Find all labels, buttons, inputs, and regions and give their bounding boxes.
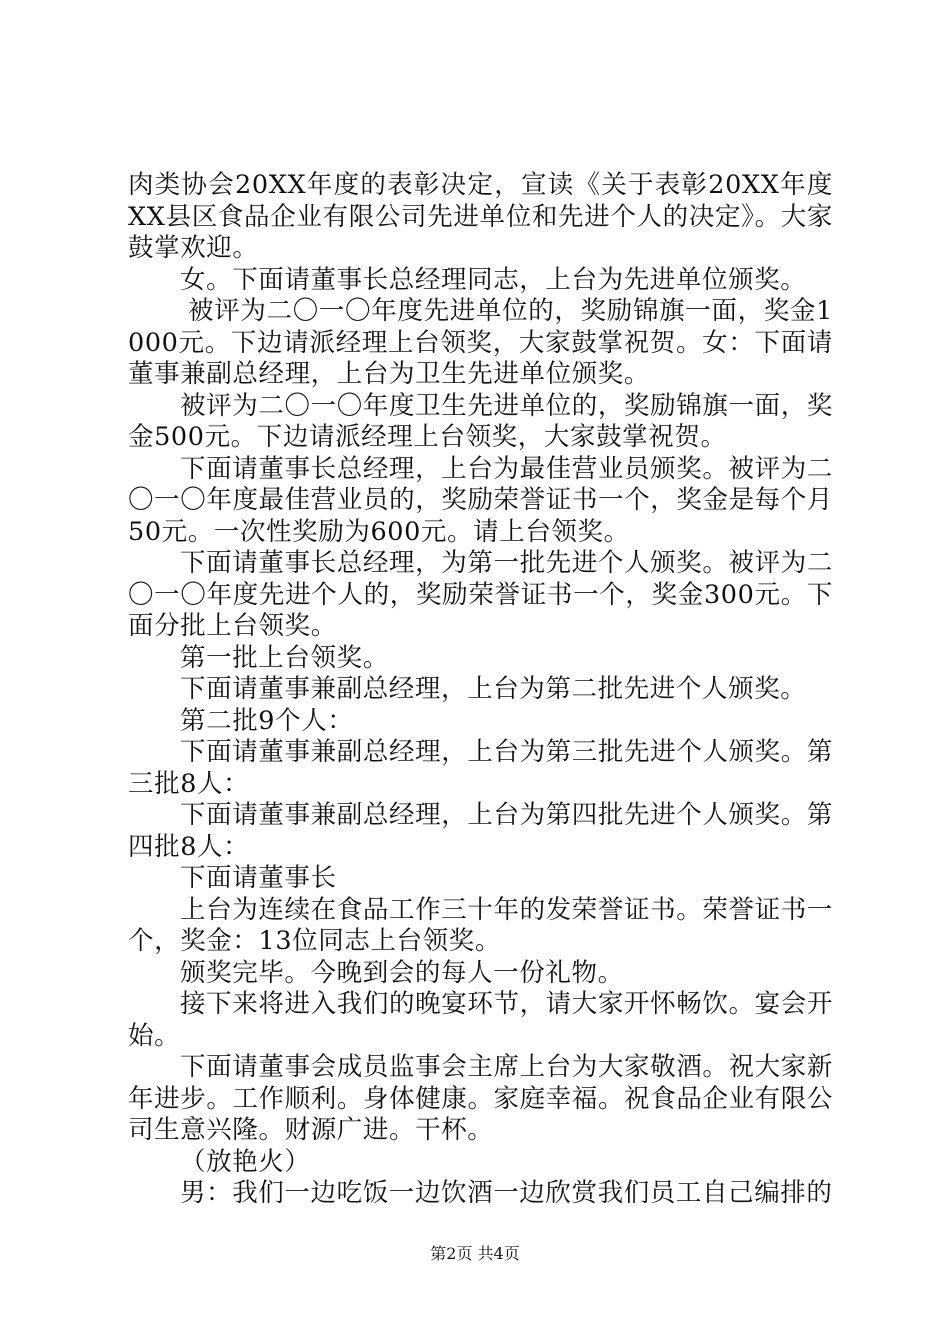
page-footer: 第2页 共4页 (430, 1244, 520, 1263)
paragraph-3: 被评为二〇一〇年度先进单位的，奖励锦旗一面，奖金1000元。下边请派经理上台领奖，大家鼓掌祝贺。女：下面请董事兼副总经理，上台为卫生先进单位颁奖。 (128, 296, 833, 389)
paragraph-11: 下面请董事兼副总经理，上台为第四批先进个人颁奖。第四批8人： (128, 800, 833, 862)
paragraph-5: 下面请董事长总经理，上台为最佳营业员颁奖。被评为二〇一〇年度最佳营业员的，奖励荣誉证书一个，奖金是每个月50元。一次性奖励为600元。请上台领奖。 (128, 453, 833, 547)
paragraph-12: 下面请董事长 (180, 863, 337, 893)
paragraph-9: 第二批9个人： (180, 705, 354, 736)
paragraph-17: （放艳火） (180, 1146, 311, 1177)
paragraph-16: 下面请董事会成员监事会主席上台为大家敬酒。祝大家新年进步。工作顺利。身体健康。家庭幸福。祝食品企业有限公司生意兴隆。财源广进。干杯。 (128, 1052, 833, 1145)
paragraph-1: 肉类协会20XX年度的表彰决定，宣读《关于表彰20XX年度XX县区食品企业有限公司先进单位和先进个人的决定》。大家鼓掌欢迎。 (128, 170, 833, 263)
document-body (128, 170, 833, 1210)
paragraph-6: 下面请董事长总经理，为第一批先进个人颁奖。被评为二〇一〇年度先进个人的，奖励荣誉证书一个，奖金300元。下面分批上台领奖。 (128, 548, 833, 641)
paragraph-4: 被评为二〇一〇年度卫生先进单位的，奖励锦旗一面，奖金500元。下边请派经理上台领奖，大家鼓掌祝贺。 (128, 390, 833, 452)
paragraph-8: 下面请董事兼副总经理，上台为第二批先进个人颁奖。 (180, 674, 807, 704)
paragraph-15: 接下来将进入我们的晚宴环节，请大家开怀畅饮。宴会开始。 (128, 989, 833, 1051)
paragraph-18: 男：我们一边吃饭一边饮酒一边欣赏我们员工自己编排的 (180, 1178, 833, 1208)
paragraph-2: 女。下面请董事长总经理同志，上台为先进单位颁奖。 (180, 264, 807, 295)
paragraph-10: 下面请董事兼副总经理，上台为第三批先进个人颁奖。第三批8人： (128, 737, 833, 799)
paragraph-13: 上台为连续在食品工作三十年的发荣誉证书。荣誉证书一个，奖金：13位同志上台领奖。 (128, 894, 833, 956)
paragraph-7: 第一批上台领奖。 (180, 642, 389, 673)
paragraph-14: 颁奖完毕。今晚到会的每人一份礼物。 (180, 957, 624, 988)
